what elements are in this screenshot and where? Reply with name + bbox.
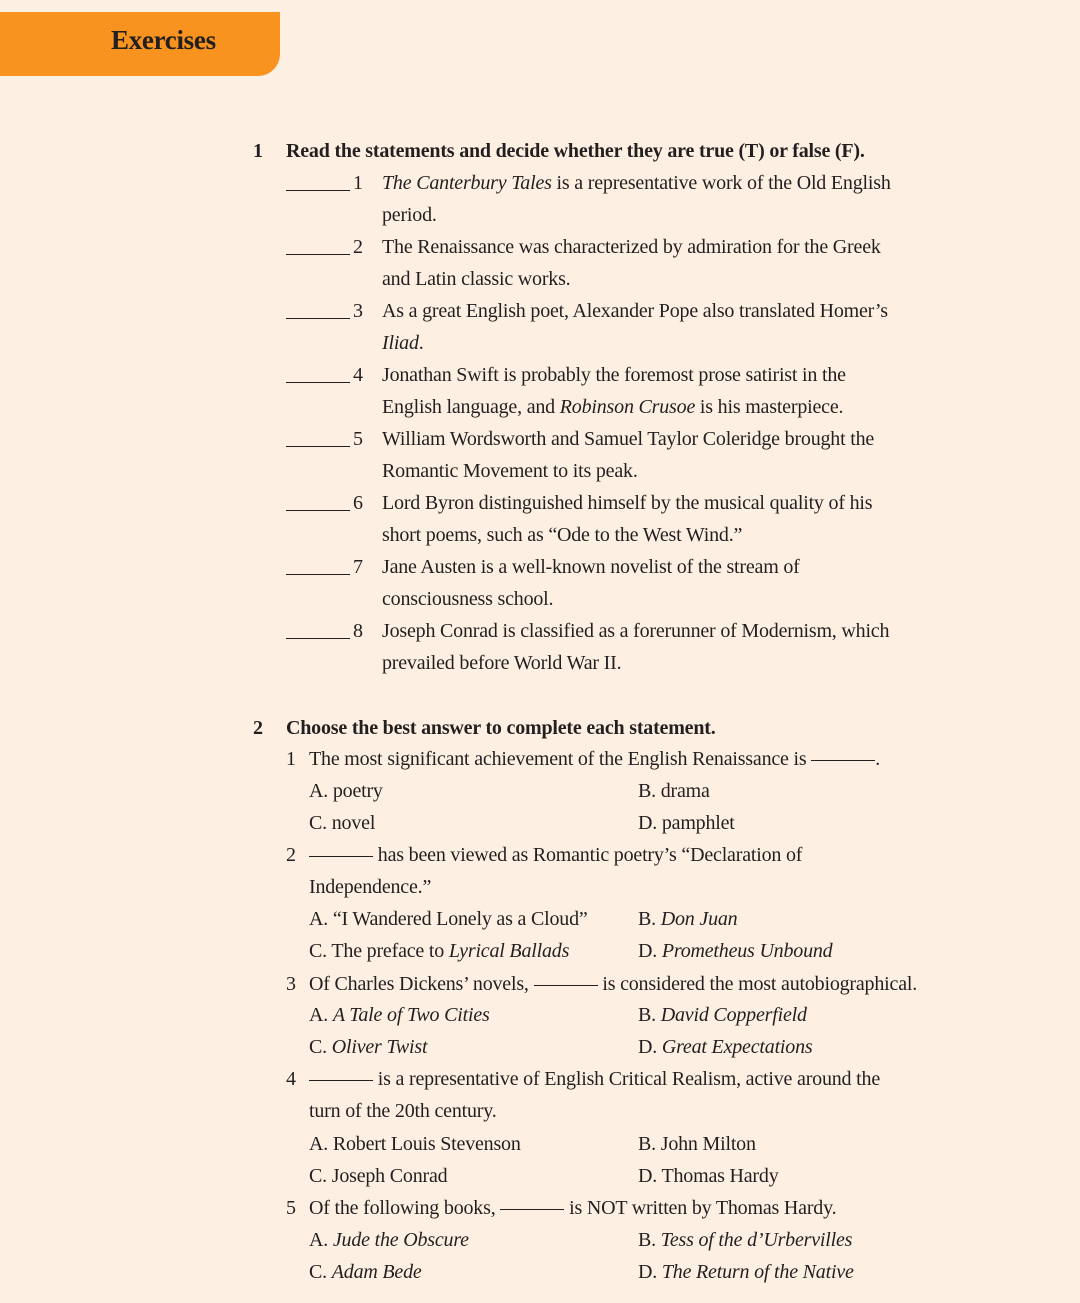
answer-blank[interactable] (309, 855, 373, 857)
statement-text: Lord Byron distinguished himself by the musical quality of his (382, 492, 873, 514)
option-label: B. (638, 1004, 661, 1026)
option-a[interactable]: A. poetry (309, 780, 383, 802)
option-d[interactable] (638, 935, 832, 967)
text: is his masterpiece. (695, 396, 844, 418)
option-c[interactable] (309, 1031, 427, 1063)
answer-blank[interactable] (286, 318, 350, 319)
statement-text-cont: Romantic Movement to its peak. (382, 460, 638, 482)
statement-text-cont: prevailed before World War II. (382, 652, 622, 674)
option-c[interactable]: C. Joseph Conrad (309, 1165, 448, 1187)
option-b[interactable]: B. John Milton (638, 1133, 756, 1155)
option-label: C. (309, 1036, 332, 1058)
exercise-number: 1 (253, 140, 263, 162)
item-number: 3 (353, 300, 363, 322)
work-title: Tess of the d’Urbervilles (660, 1229, 853, 1251)
work-title: Iliad (382, 332, 419, 354)
option-a[interactable] (309, 999, 490, 1031)
page-title: Exercises (111, 25, 216, 55)
answer-blank[interactable] (811, 759, 875, 761)
work-title: Prometheus Unbound (661, 940, 833, 962)
work-title: The Return of the Native (661, 1261, 854, 1283)
statement-text-cont (382, 391, 843, 423)
option-c[interactable]: C. novel (309, 812, 376, 834)
text: has been viewed as Romantic poetry’s “Declaration of (373, 844, 803, 866)
item-number: 5 (353, 428, 363, 450)
option-label: B. (638, 908, 661, 930)
option-b[interactable]: B. drama (638, 780, 710, 802)
item-number: 8 (353, 620, 363, 642)
question-number: 1 (286, 748, 296, 770)
statement-text (382, 167, 891, 199)
statement-text: William Wordsworth and Samuel Taylor Coleridge brought the (382, 428, 875, 450)
exercises-banner (0, 12, 280, 76)
work-title: The Canterbury Tales (382, 172, 552, 194)
option-label: C. (309, 1261, 332, 1283)
statement-text-cont: short poems, such as “Ode to the West Wind.” (382, 524, 743, 546)
option-d[interactable] (638, 1256, 854, 1288)
answer-blank[interactable] (534, 984, 598, 986)
text: English language, and (382, 396, 560, 418)
statement-text: Joseph Conrad is classified as a forerunner of Modernism, which (382, 620, 890, 642)
work-title: Lyrical Ballads (448, 940, 570, 962)
statement-text: Jonathan Swift is probably the foremost prose satirist in the (382, 364, 846, 386)
option-b[interactable] (638, 1224, 852, 1256)
answer-blank[interactable] (286, 638, 350, 639)
answer-blank[interactable] (286, 574, 350, 575)
option-b[interactable] (638, 903, 737, 935)
question-number: 2 (286, 844, 296, 866)
text: is a representative of English Critical Realism, active around the (373, 1068, 880, 1090)
option-a[interactable] (309, 1224, 469, 1256)
statement-text: The Renaissance was characterized by admiration for the Greek (382, 236, 881, 258)
text: Of Charles Dickens’ novels, (309, 973, 534, 995)
item-number: 4 (353, 364, 363, 386)
question-number: 4 (286, 1068, 296, 1090)
text: . (418, 332, 424, 354)
work-title: Robinson Crusoe (559, 396, 696, 418)
option-label: D. (638, 1036, 662, 1058)
question-text (309, 968, 917, 1000)
item-number: 7 (353, 556, 363, 578)
option-label: D. (638, 1261, 662, 1283)
answer-blank[interactable] (286, 510, 350, 511)
question-text (309, 743, 880, 775)
item-number: 1 (353, 172, 363, 194)
work-title: Adam Bede (331, 1261, 422, 1283)
answer-blank[interactable] (286, 190, 350, 191)
option-label: D. (638, 940, 662, 962)
item-number: 2 (353, 236, 363, 258)
statement-text-cont: period. (382, 204, 437, 226)
text: Of the following books, (309, 1197, 501, 1219)
text: is NOT written by Thomas Hardy. (564, 1197, 837, 1219)
statement-text: Jane Austen is a well-known novelist of the stream of (382, 556, 800, 578)
option-d[interactable]: D. Thomas Hardy (638, 1165, 779, 1187)
option-a[interactable]: A. Robert Louis Stevenson (309, 1133, 521, 1155)
answer-blank[interactable] (286, 382, 350, 383)
option-label: A. (309, 1004, 333, 1026)
option-label: A. (309, 1229, 333, 1251)
option-c[interactable] (309, 935, 569, 967)
option-a[interactable]: A. “I Wandered Lonely as a Cloud” (309, 908, 588, 930)
work-title: Oliver Twist (331, 1036, 428, 1058)
statement-text-cont: and Latin classic works. (382, 268, 571, 290)
question-text-cont: turn of the 20th century. (309, 1100, 497, 1122)
statement-text: As a great English poet, Alexander Pope also translated Homer’s (382, 300, 888, 322)
answer-blank[interactable] (500, 1208, 564, 1210)
work-title: Great Expectations (661, 1036, 813, 1058)
exercise-instruction: Choose the best answer to complete each statement. (286, 717, 716, 739)
option-d[interactable]: D. pamphlet (638, 812, 735, 834)
option-d[interactable] (638, 1031, 812, 1063)
text: is considered the most autobiographical. (597, 973, 918, 995)
option-label: B. (638, 1229, 661, 1251)
statement-text-cont (382, 327, 424, 359)
answer-blank[interactable] (286, 254, 350, 255)
option-b[interactable] (638, 999, 807, 1031)
option-c[interactable] (309, 1256, 422, 1288)
option-label: C. The preface to (309, 940, 449, 962)
question-text-cont: Independence.” (309, 876, 432, 898)
work-title: Jude the Obscure (332, 1229, 469, 1251)
question-number: 5 (286, 1197, 296, 1219)
exercise-number: 2 (253, 717, 263, 739)
question-text (309, 1192, 836, 1224)
question-text (309, 1063, 880, 1095)
work-title: Don Juan (660, 908, 738, 930)
question-text (309, 839, 802, 871)
text: The most significant achievement of the English Renaissance is (309, 748, 812, 770)
answer-blank[interactable] (309, 1079, 373, 1081)
work-title: David Copperfield (660, 1004, 807, 1026)
text: . (875, 748, 881, 770)
text: is a representative work of the Old English (551, 172, 891, 194)
answer-blank[interactable] (286, 446, 350, 447)
item-number: 6 (353, 492, 363, 514)
statement-text-cont: consciousness school. (382, 588, 554, 610)
exercise-instruction: Read the statements and decide whether they are true (T) or false (F). (286, 140, 865, 162)
work-title: A Tale of Two Cities (332, 1004, 490, 1026)
question-number: 3 (286, 973, 296, 995)
